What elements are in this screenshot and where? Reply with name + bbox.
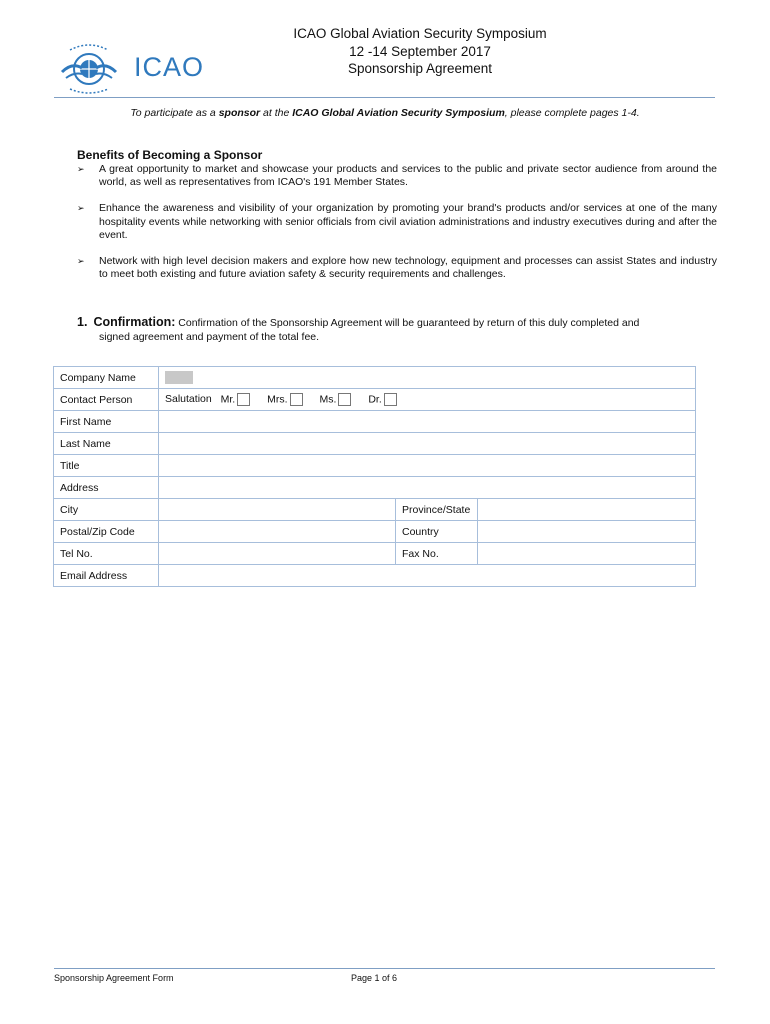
arrow-bullet-icon: ➢ — [77, 203, 85, 214]
table-row — [54, 433, 696, 455]
title-label: Title — [54, 455, 159, 477]
list-item: ➢ Enhance the awareness and visibility of your organization by promoting your brand's products and/or services at one of the many hospitality events while networking with senior officials from civil aviation administrations and industry executives during and after the event. — [77, 202, 717, 241]
icao-wordmark: ICAO — [134, 52, 205, 82]
postal-zip-label: Postal/Zip Code — [54, 521, 159, 543]
email-label: Email Address — [54, 565, 159, 587]
ms-checkbox[interactable] — [338, 393, 351, 406]
arrow-bullet-icon: ➢ — [77, 164, 85, 174]
dr-checkbox[interactable] — [384, 393, 397, 406]
section-text: Confirmation of the Sponsorship Agreement will be guaranteed by return of this duly completed and — [175, 317, 640, 329]
table-row — [54, 565, 696, 587]
title-field[interactable] — [159, 455, 696, 477]
country-label: Country — [396, 521, 478, 543]
icao-logo — [58, 42, 205, 94]
document-header — [200, 25, 640, 78]
footer-form-name: Sponsorship Agreement Form — [54, 973, 174, 983]
province-state-label: Province/State — [396, 499, 478, 521]
header-event-dates: 12 -14 September 2017 — [349, 43, 491, 59]
table-row — [54, 389, 696, 411]
contact-form-table — [53, 366, 696, 587]
dr-label: Dr. — [368, 393, 382, 406]
form-field-highlight — [165, 371, 193, 384]
icao-emblem-icon — [58, 42, 120, 94]
fax-field[interactable] — [478, 543, 696, 565]
table-row — [54, 543, 696, 565]
benefits-heading: Benefits of Becoming a Sponsor — [77, 148, 263, 162]
footer-divider — [54, 968, 715, 969]
mr-checkbox[interactable] — [237, 393, 250, 406]
salutation-label: Salutation — [165, 393, 212, 406]
city-label: City — [54, 499, 159, 521]
confirmation-section — [77, 315, 717, 344]
arrow-bullet-icon: ➢ — [77, 256, 85, 267]
table-row — [54, 455, 696, 477]
table-row — [54, 499, 696, 521]
table-row — [54, 411, 696, 433]
city-field[interactable] — [159, 499, 396, 521]
list-item: ➢ Network with high level decision makers and explore how new technology, equipment and processes can assist States and industry to meet both existing and future aviation safety & security requirements and challenges. — [77, 255, 717, 281]
mrs-checkbox[interactable] — [290, 393, 303, 406]
contact-person-label: Contact Person — [54, 389, 159, 411]
header-event-title: ICAO Global Aviation Security Symposium — [293, 26, 547, 41]
table-row — [54, 477, 696, 499]
section-text-continued: signed agreement and payment of the total fee. — [99, 331, 320, 343]
section-heading: Confirmation: — [93, 315, 176, 329]
table-row — [54, 521, 696, 543]
province-state-field[interactable] — [478, 499, 696, 521]
salutation-field — [159, 389, 696, 411]
table-row — [54, 367, 696, 389]
mr-label: Mr. — [220, 393, 236, 406]
last-name-label: Last Name — [54, 433, 159, 455]
mrs-label: Mrs. — [267, 393, 288, 406]
intro-text: To participate as a sponsor at the ICAO Global Aviation Security Symposium, please complete pages 1-4. — [130, 107, 640, 119]
header-document-title: Sponsorship Agreement — [347, 61, 493, 76]
tel-label: Tel No. — [54, 543, 159, 565]
address-label: Address — [54, 477, 159, 499]
company-name-label: Company Name — [54, 367, 159, 389]
tel-field[interactable] — [159, 543, 396, 565]
address-field[interactable] — [159, 477, 696, 499]
list-item: ➢ A great opportunity to market and showcase your products and services to the public and private sector audience from around the world, as well as representatives from ICAO's 191 Member States. — [77, 163, 717, 189]
header-divider — [54, 97, 715, 98]
last-name-field[interactable] — [159, 433, 696, 455]
page-number: Page 1 of 6 — [351, 973, 398, 983]
postal-zip-field[interactable] — [159, 521, 396, 543]
company-name-field[interactable] — [159, 367, 696, 389]
fax-label: Fax No. — [396, 543, 478, 565]
email-field[interactable] — [159, 565, 696, 587]
benefits-list — [77, 163, 717, 294]
ms-label: Ms. — [319, 393, 337, 406]
section-number: 1. — [77, 315, 88, 329]
first-name-label: First Name — [54, 411, 159, 433]
country-field[interactable] — [478, 521, 696, 543]
first-name-field[interactable] — [159, 411, 696, 433]
